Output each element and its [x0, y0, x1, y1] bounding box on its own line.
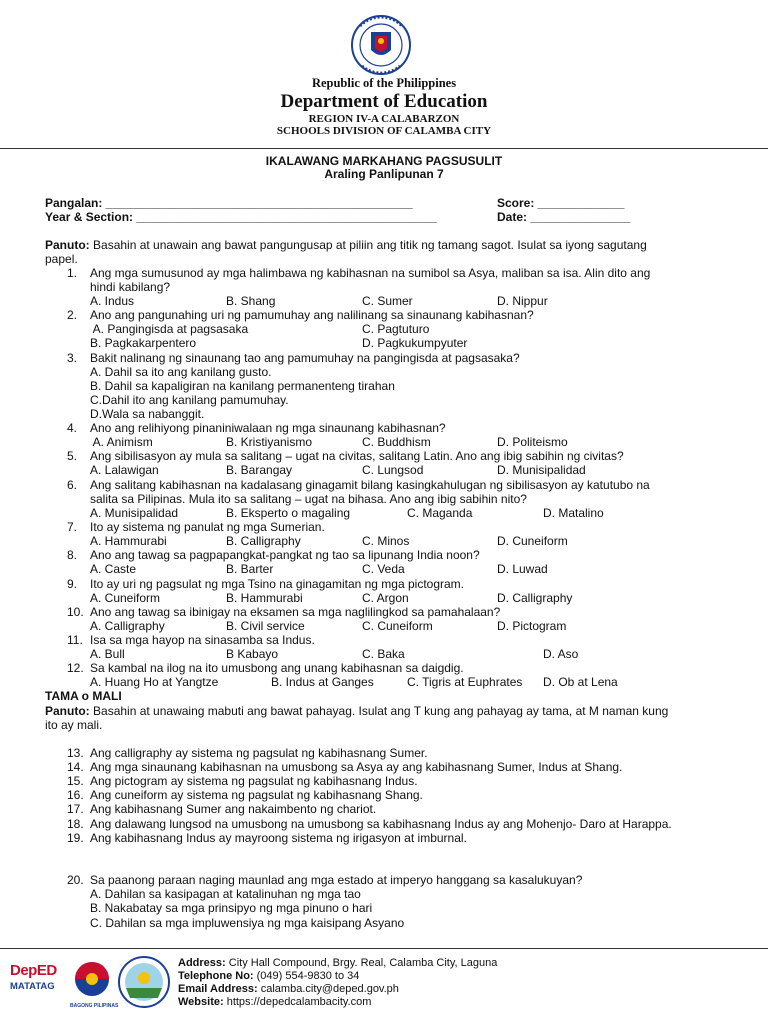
option: C. Lungsod: [362, 463, 424, 477]
question-text: Ano ang tawag sa ibinigay na eksamen sa mga naglilingkod sa pamahalaan?: [90, 605, 501, 619]
option: A. Huang Ho at Yangtze: [90, 675, 219, 689]
option: C. Cuneiform: [362, 619, 433, 633]
option: B. Pagkakarpentero: [90, 336, 197, 350]
question-number: 5.: [67, 449, 78, 463]
question-text: Ano ang relihiyong pinaniniwalaan ng mga sinaunang kabihasnan?: [90, 421, 446, 435]
instructions-line-1: Panuto: Basahin at unawain ang bawat pangungusap at piliin ang titik ng tamang sagot. Isulat sa iyong sagutang: [45, 238, 647, 252]
question-number: 8.: [67, 548, 78, 562]
deped-seal: [340, 14, 422, 76]
option: C. Buddhism: [362, 435, 431, 449]
date-field[interactable]: Date: _______________: [497, 210, 631, 224]
option: A. Calligraphy: [90, 619, 165, 633]
matatag-logo-text: MATATAG: [10, 981, 55, 992]
bagong-pilipinas-logo: [70, 960, 119, 1009]
question-text: Ito ay uri ng pagsulat ng mga Tsino na ginagamitan ng mga pictogram.: [90, 577, 465, 591]
question-number: 6.: [67, 478, 78, 492]
section-field[interactable]: Year & Section: _____________________________________________: [45, 210, 437, 224]
question-number: 20.: [67, 873, 84, 887]
option: D. Politeismo: [497, 435, 568, 449]
option: C. Pagtuturo: [362, 322, 430, 336]
option: C. Dahilan sa mga impluwensiya ng mga kaisipang Asyano: [90, 916, 405, 930]
question-number: 10.: [67, 605, 84, 619]
option: B. Barangay: [226, 463, 293, 477]
option: D. Matalino: [543, 506, 604, 520]
option: A. Animism: [90, 435, 153, 449]
option: D. Munisipalidad: [497, 463, 586, 477]
section2-instructions-line-2: ito ay mali.: [45, 718, 103, 732]
option: B. Dahil sa kapaligiran na kanilang permanenteng tirahan: [90, 379, 395, 393]
question-number: 1.: [67, 266, 78, 280]
option: C. Baka: [362, 647, 405, 661]
option: A. Dahil sa ito ang kanilang gusto.: [90, 365, 272, 379]
republic-line: Republic of the Philippines: [311, 76, 457, 90]
option: C. Tigris at Euphrates: [407, 675, 523, 689]
option: A. Bull: [90, 647, 125, 661]
footer-website[interactable]: Website: https://depedcalambacity.com: [178, 996, 372, 1008]
statement-number: 14.: [67, 760, 84, 774]
option: D. Calligraphy: [497, 591, 573, 605]
option: C. Argon: [362, 591, 409, 605]
header-divider: [0, 148, 768, 149]
score-field[interactable]: Score: _____________: [497, 196, 625, 210]
option: B. Shang: [226, 294, 276, 308]
option: D.Wala sa nabanggit.: [90, 407, 205, 421]
question-number: 7.: [67, 520, 78, 534]
statement-number: 19.: [67, 831, 84, 845]
question-text: Sa kambal na ilog na ito umusbong ang unang kabihasnan sa daigdig.: [90, 661, 464, 675]
option: A. Caste: [90, 562, 137, 576]
department-title: Department of Education: [280, 91, 488, 112]
option: B. Civil service: [226, 619, 305, 633]
deped-matatag-logo: [10, 962, 62, 1004]
question-number: 11.: [67, 633, 83, 647]
option: B. Calligraphy: [226, 534, 301, 548]
footer-email: Email Address: calamba.city@deped.gov.ph: [178, 983, 399, 995]
question-text: salita sa Pilipinas. Mula ito sa salitang – ugat na bihasa. Ano ang ibig sabihin nito?: [90, 492, 527, 506]
question-number: 9.: [67, 577, 78, 591]
name-field[interactable]: Pangalan: ______________________________________________: [45, 196, 413, 210]
statement-text: Ang dalawang lungsod na umusbong na umusbong sa kabihasnang Indus ay ang Mohenjo- Daro at Harappa.: [90, 817, 672, 831]
option: D. Nippur: [497, 294, 548, 308]
statement-number: 13.: [67, 746, 84, 760]
statement-text: Ang calligraphy ay sistema ng pagsulat ng kabihasnang Sumer.: [90, 746, 428, 760]
option: B. Kristiyanismo: [226, 435, 313, 449]
option: B. Nakabatay sa mga prinsipyo ng mga pinuno o hari: [90, 901, 373, 915]
statement-text: Ang pictogram ay sistema ng pagsulat ng kabihasnang Indus.: [90, 774, 418, 788]
option: A. Cuneiform: [90, 591, 161, 605]
question-text: Isa sa mga hayop na sinasamba sa Indus.: [90, 633, 315, 647]
statement-number: 17.: [67, 802, 84, 816]
question-text: Sa paanong paraan naging maunlad ang mga estado at imperyo hanggang sa kasalukuyan?: [90, 873, 583, 887]
option: A. Munisipalidad: [90, 506, 179, 520]
bagong-pilipinas-caption: BAGONG PILIPINAS: [70, 1003, 119, 1009]
option: D. Aso: [543, 647, 579, 661]
question-text: Ang mga sumusunod ay mga halimbawa ng kabihasnan na sumibol sa Asya, maliban sa isa. Alin dito ang: [90, 266, 651, 280]
option: A. Indus: [90, 294, 135, 308]
question-number: 2.: [67, 308, 78, 322]
option: C. Sumer: [362, 294, 413, 308]
section-title: TAMA o MALI: [45, 689, 122, 703]
option: A. Hammurabi: [90, 534, 167, 548]
section2-instructions-line-1: Panuto: Basahin at unawaing mabuti ang bawat pahayag. Isulat ang T kung ang pahayag ay tama, at M naman kung: [45, 704, 669, 718]
option: D. Pictogram: [497, 619, 567, 633]
question-text: Ito ay sistema ng panulat ng mga Sumerian.: [90, 520, 325, 534]
footer-phone: Telephone No: (049) 554-9830 to 34: [178, 970, 360, 982]
option: B. Indus at Ganges: [271, 675, 374, 689]
statement-number: 15.: [67, 774, 84, 788]
statement-text: Ang kabihasnang Indus ay mayroong sistema ng irigasyon at imburnal.: [90, 831, 467, 845]
option: D. Ob at Lena: [543, 675, 618, 689]
question-text: Bakit nalinang ng sinaunang tao ang pamumuhay na pangingisda at pagsasaka?: [90, 351, 520, 365]
option: B. Eksperto o magaling: [226, 506, 351, 520]
option: C. Maganda: [407, 506, 473, 520]
question-text: Ang sibilisasyon ay mula sa salitang – ugat na civitas, salitang Latin. Ano ang ibig sabihin ng civitas?: [90, 449, 624, 463]
question-number: 4.: [67, 421, 78, 435]
option: C. Minos: [362, 534, 410, 548]
option: C. Veda: [362, 562, 405, 576]
option: D. Cuneiform: [497, 534, 568, 548]
region-line: REGION IV-A CALABARZON: [308, 113, 460, 125]
option: A. Dahilan sa kasipagan at katalinuhan ng mga tao: [90, 887, 361, 901]
statement-text: Ang cuneiform ay sistema ng pagsulat ng kabihasnang Shang.: [90, 788, 423, 802]
option: A. Pangingisda at pagsasaka: [90, 322, 249, 336]
option: D. Pagkukumpyuter: [362, 336, 468, 350]
calamba-division-seal: [118, 956, 170, 1008]
option: B. Hammurabi: [226, 591, 303, 605]
question-text: Ano ang pangunahing uri ng pamumuhay ang nalilinang sa sinaunang kabihasnan?: [90, 308, 534, 322]
statement-text: Ang kabihasnang Sumer ang nakaimbento ng chariot.: [90, 802, 377, 816]
instructions-line-2: papel.: [45, 252, 78, 266]
question-number: 12.: [67, 661, 84, 675]
question-text: hindi kabilang?: [90, 280, 171, 294]
option: D. Luwad: [497, 562, 548, 576]
question-number: 3.: [67, 351, 78, 365]
question-text: Ang salitang kabihasnan na kadalasang ginagamit bilang kasingkahulugan ng sibilisasyon ay katutubo na: [90, 478, 650, 492]
option: B. Barter: [226, 562, 274, 576]
question-text: Ano ang tawag sa pagpapangkat-pangkat ng tao sa lipunang India noon?: [90, 548, 480, 562]
statement-text: Ang mga sinaunang kabihasnan na umusbong sa Asya ay ang kabihasnang Sumer, Indus at Shang.: [90, 760, 623, 774]
division-line: SCHOOLS DIVISION OF CALAMBA CITY: [276, 125, 492, 137]
exam-title: IKALAWANG MARKAHANG PAGSUSULIT: [265, 154, 503, 168]
statement-number: 16.: [67, 788, 84, 802]
option: B Kabayo: [226, 647, 279, 661]
option: A. Lalawigan: [90, 463, 159, 477]
footer-address: Address: City Hall Compound, Brgy. Real, Calamba City, Laguna: [178, 957, 498, 969]
deped-logo-text: DepED: [10, 962, 57, 979]
statement-number: 18.: [67, 817, 84, 831]
option: C.Dahil ito ang kanilang pamumuhay.: [90, 393, 289, 407]
footer-divider: [0, 948, 768, 949]
exam-subject: Araling Panlipunan 7: [324, 167, 444, 181]
